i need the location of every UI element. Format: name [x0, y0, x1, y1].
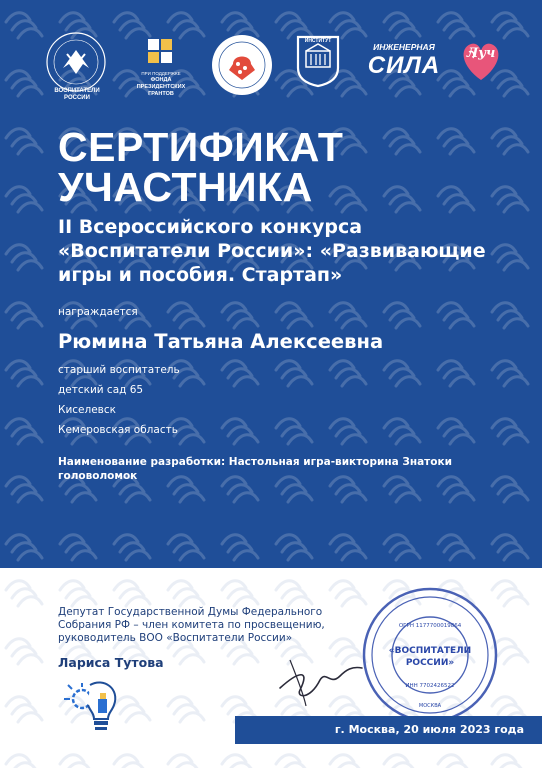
participant-position: старший воспитатель [58, 364, 180, 376]
stamp-ogrn: ОГРН 1177700019864 [398, 623, 462, 629]
certificate-title [58, 124, 498, 210]
deputy-line-1: Депутат Государственной Думы Федерального [58, 606, 323, 618]
contest-name [58, 215, 508, 287]
partner-logos [45, 28, 505, 108]
stamp-inn: ИНН 7702426522 [405, 683, 455, 689]
signature [270, 640, 370, 710]
signer-name: Лариса Тутова [58, 655, 164, 670]
lightbulb-gear-icon [60, 673, 130, 743]
stamp-center-line-2: РОССИИ» [405, 658, 455, 668]
participant-organization: детский сад 65 [58, 384, 144, 396]
inzhenernaya-sila-logo-main: СИЛА [367, 52, 441, 79]
deputy-line-2: Собрания РФ – член комитета по просвещению, [58, 619, 325, 631]
title-line-1: СЕРТИФИКАТ [58, 124, 344, 170]
development-line-2: головоломок [58, 470, 138, 482]
participant-name: Рюмина Татьяна Алексеевна [58, 330, 384, 353]
development-title [58, 455, 498, 483]
deputy-line-3: руководитель ВОО «Воспитатели России» [58, 632, 293, 644]
title-line-2: УЧАСТНИКА [58, 164, 313, 210]
vospitateli-rossii-logo-text: ВОСПИТАТЕЛИ РОССИИ [54, 88, 100, 101]
participant-city: Киселевск [58, 404, 116, 416]
contest-line-3: игры и пособия. Стартап» [58, 264, 343, 286]
contest-line-2: «Воспитатели России»: «Развивающие [58, 240, 486, 262]
bird-emblem-logo [211, 34, 273, 96]
luch-logo-text: Луч [466, 46, 496, 61]
awarded-label: награждается [58, 306, 138, 318]
development-line-1: Наименование разработки: Настольная игра-викторина Знатоки [58, 456, 452, 468]
inzhenernaya-sila-logo-top: ИНЖЕНЕРНАЯ [373, 42, 435, 52]
contest-line-1: II Всероссийского конкурса [58, 216, 363, 238]
stamp-center-line-1: «ВОСПИТАТЕЛИ [388, 646, 472, 656]
participant-region: Кемеровская область [58, 424, 178, 436]
date-bar [235, 716, 542, 744]
issue-date: г. Москва, 20 июля 2023 года [334, 723, 524, 736]
organization-stamp [360, 585, 500, 725]
presidential-grants-icon [145, 36, 175, 66]
presidential-grants-logo-text: ПРИ ПОДДЕРЖКЕ ФОНДА ПРЕЗИДЕНТСКИХ ГРАНТОВ [136, 71, 186, 97]
stamp-city: МОСКВА [418, 703, 442, 709]
institute-logo-text: ИНСТИТУТ [304, 38, 332, 44]
